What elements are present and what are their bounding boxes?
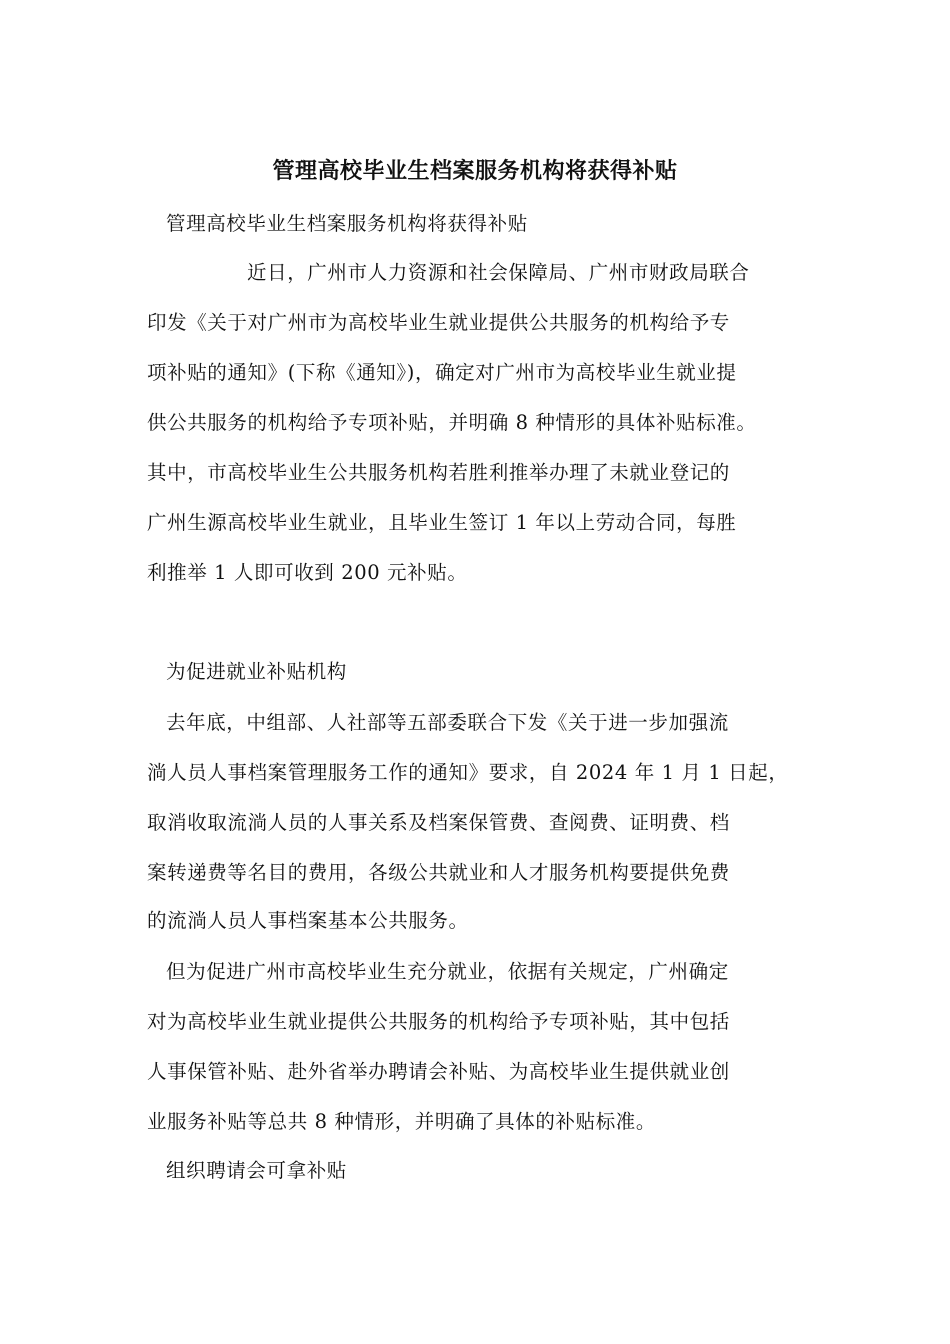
paragraph-line: 人事保管补贴、赴外省举办聘请会补贴、为高校毕业生提供就业创	[147, 1060, 730, 1083]
paragraph-line: 案转递费等名目的费用，各级公共就业和人才服务机构要提供免费	[147, 861, 730, 884]
paragraph-line: 去年底，中组部、人社部等五部委联合下发《关于进一步加强流	[166, 711, 729, 734]
paragraph-line: 广州生源高校毕业生就业，且毕业生签订 1 年以上劳动合同，每胜	[147, 511, 737, 534]
document-title: 管理高校毕业生档案服务机构将获得补贴	[272, 158, 678, 184]
paragraph-line: 项补贴的通知》(下称《通知》)，确定对广州市为高校毕业生就业提	[147, 361, 737, 384]
section-heading: 为促进就业补贴机构	[166, 660, 347, 683]
section-heading: 组织聘请会可拿补贴	[166, 1159, 347, 1182]
paragraph-line: 对为高校毕业生就业提供公共服务的机构给予专项补贴，其中包括	[147, 1010, 730, 1033]
paragraph-line: 供公共服务的机构给予专项补贴，并明确 8 种情形的具体补贴标准。	[147, 411, 757, 434]
subtitle: 管理高校毕业生档案服务机构将获得补贴	[166, 212, 528, 235]
paragraph-line: 淌人员人事档案管理服务工作的通知》要求，自 2024 年 1 月 1 日起，	[147, 761, 789, 784]
paragraph-line: 印发《关于对广州市为高校毕业生就业提供公共服务的机构给予专	[147, 311, 730, 334]
paragraph-line: 取消收取流淌人员的人事关系及档案保管费、查阅费、证明费、档	[147, 811, 730, 834]
paragraph-line: 近日，广州市人力资源和社会保障局、广州市财政局联合	[247, 261, 750, 284]
paragraph-line: 的流淌人员人事档案基本公共服务。	[147, 909, 469, 932]
paragraph-line: 利推举 1 人即可收到 200 元补贴。	[147, 561, 468, 584]
paragraph-line: 其中，市高校毕业生公共服务机构若胜利推举办理了未就业登记的	[147, 461, 730, 484]
paragraph-line: 业服务补贴等总共 8 种情形，并明确了具体的补贴标准。	[147, 1110, 657, 1133]
paragraph-line: 但为促进广州市高校毕业生充分就业，依据有关规定，广州确定	[166, 960, 729, 983]
